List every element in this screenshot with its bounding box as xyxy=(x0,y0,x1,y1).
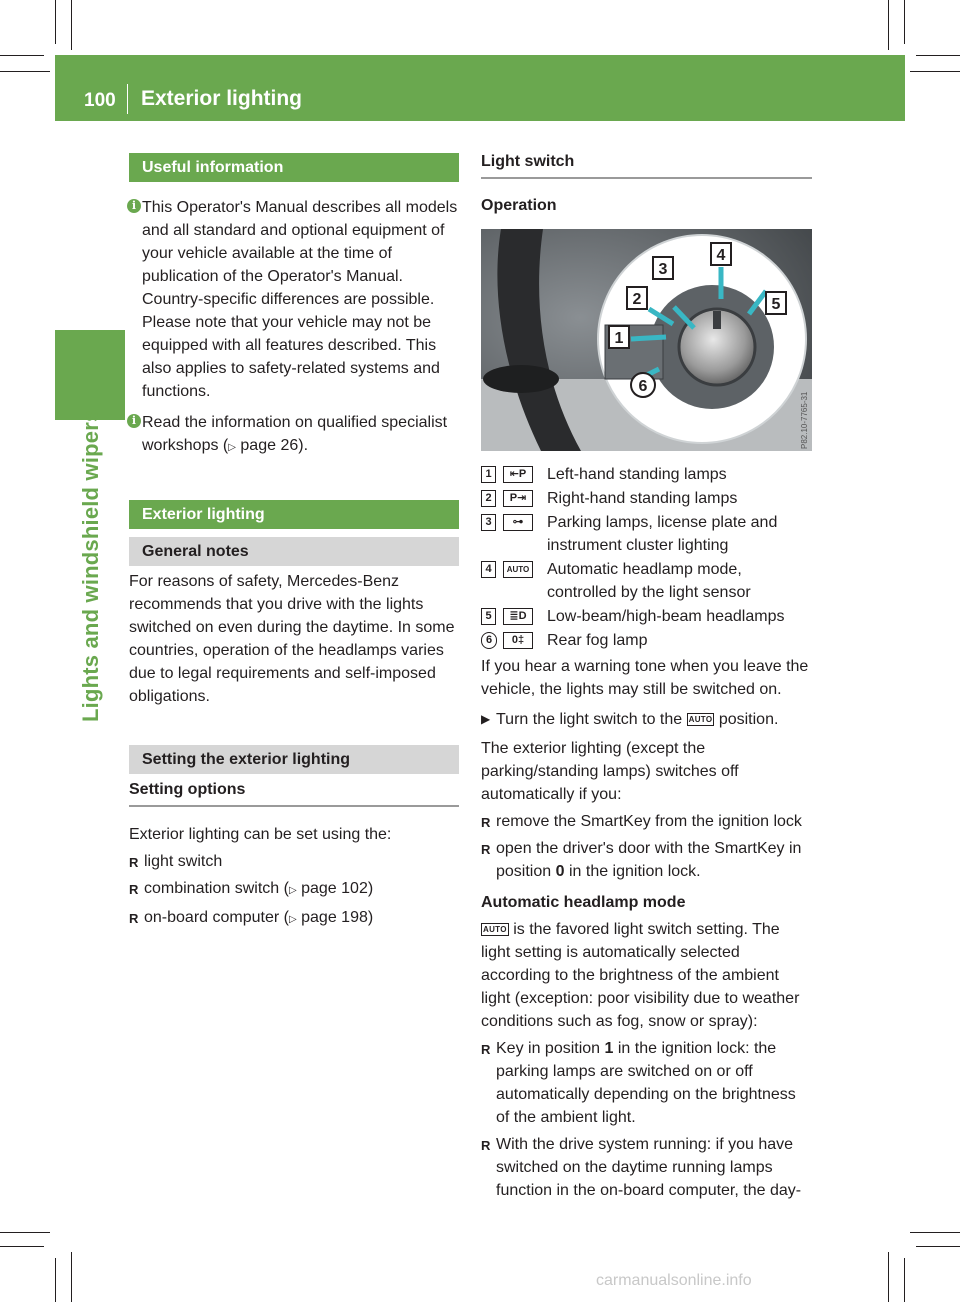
left-column xyxy=(129,153,459,931)
page-ref-arrow-icon: ▷ xyxy=(288,914,297,925)
light-switch-figure xyxy=(481,229,812,451)
crop-mark xyxy=(0,1232,50,1233)
crop-mark xyxy=(910,71,960,72)
crop-mark xyxy=(71,1252,72,1302)
crop-mark xyxy=(0,55,44,56)
right-standing-lamp-icon: P⇥ xyxy=(503,490,533,507)
page-number: 100 xyxy=(84,90,116,111)
legend-item: 1 ⇤P Left-hand standing lamps xyxy=(481,463,812,486)
legend-item: 5 ≣D Low-beam/high-beam headlamps xyxy=(481,605,812,628)
parking-lamp-icon: ⊶ xyxy=(503,514,533,531)
legend-number: 5 xyxy=(481,608,496,625)
crop-mark xyxy=(0,71,50,72)
chapter-tab xyxy=(55,330,125,420)
list-item: R remove the SmartKey from the ignition lock xyxy=(481,810,812,833)
list-item: R light switch xyxy=(129,850,459,873)
legend-number: 2 xyxy=(481,490,496,507)
page-reference-link[interactable]: page 198 xyxy=(301,909,368,926)
setting-options-heading: Setting options xyxy=(129,778,459,807)
info-note-text: Read the information on qualified specialist workshops (▷ page 26). xyxy=(142,414,448,454)
crop-mark xyxy=(916,55,960,56)
crop-mark xyxy=(0,1246,44,1247)
instruction-step: ▶ Turn the light switch to the AUTO position. xyxy=(481,708,812,731)
legend-number: 6 xyxy=(481,632,497,649)
info-note-text: This Operator's Manual describes all models and all standard and optional equipment of your vehicle available at the time of publication of the Operator's Manual. Country-specific differences are possible. Please note that your vehicle may not be equipped with all features described. This also applies to safety-related systems and functions. xyxy=(142,199,458,400)
automatic-headlamp-mode-heading: Automatic headlamp mode xyxy=(481,894,686,911)
rear-fog-lamp-icon: 0‡ xyxy=(503,632,533,649)
crop-mark xyxy=(71,0,72,50)
legend-item: 2 P⇥ Right-hand standing lamps xyxy=(481,487,812,510)
info-icon: i xyxy=(127,414,141,428)
info-note xyxy=(129,196,459,403)
right-column xyxy=(481,150,812,1202)
auto-mode-list xyxy=(481,1037,812,1202)
useful-information-heading: Useful information xyxy=(129,153,459,182)
list-item: R open the driver's door with the SmartKey in position 0 in the ignition lock. xyxy=(481,837,812,883)
crop-mark xyxy=(916,1246,960,1247)
auto-symbol-icon: AUTO xyxy=(483,925,507,934)
auto-off-text: The exterior lighting (except the parking/standing lamps) switches off automatically if you: xyxy=(481,740,739,803)
legend-item: 4 AUTO Automatic headlamp mode, controlled by the light sensor xyxy=(481,558,812,604)
callout-1: 1 xyxy=(614,330,624,347)
callout-3: 3 xyxy=(658,261,668,278)
crop-mark xyxy=(888,1252,889,1302)
watermark: carmanualsonline.info xyxy=(596,1272,752,1289)
setting-intro-text: Exterior lighting can be set using the: xyxy=(129,826,392,843)
setting-exterior-lighting-heading: Setting the exterior lighting xyxy=(129,745,459,774)
auto-mode-text: AUTO is the favored light switch setting. The light setting is automatically selected according to the brightness of the ambient light (exception: poor visibility due to weather conditions such as fog, snow or spray): xyxy=(481,921,800,1030)
low-beam-icon: ≣D xyxy=(503,608,533,625)
list-item: R With the drive system running: if you have switched on the daytime running lamps function in the on-board computer, the day- xyxy=(481,1133,812,1202)
crop-mark xyxy=(904,1258,905,1302)
page-reference-link[interactable]: page 26 xyxy=(240,437,299,454)
light-switch-heading: Light switch xyxy=(481,150,812,179)
legend-item: 6 0‡ Rear fog lamp xyxy=(481,629,812,652)
info-note xyxy=(129,411,459,459)
info-icon: i xyxy=(127,199,141,213)
list-item: R Key in position 1 in the ignition lock: the parking lamps are switched on or off automatically depending on the brightness of the ambient light. xyxy=(481,1037,812,1129)
page-ref-arrow-icon: ▷ xyxy=(228,442,236,453)
legend-number: 1 xyxy=(481,466,496,483)
crop-mark xyxy=(55,0,56,44)
setting-options-list xyxy=(129,850,459,931)
list-item: R combination switch (▷ page 102) xyxy=(129,877,459,902)
legend-item: 3 ⊶ Parking lamps, license plate and instrument cluster lighting xyxy=(481,511,812,557)
legend-list xyxy=(481,463,812,652)
auto-headlamp-icon: AUTO xyxy=(503,561,533,578)
warning-tone-text: If you hear a warning tone when you leave the vehicle, the lights may still be switched on. xyxy=(481,658,809,698)
list-item: R on-board computer (▷ page 198) xyxy=(129,906,459,931)
header-divider xyxy=(127,84,128,114)
page-reference-link[interactable]: page 102 xyxy=(301,880,368,897)
left-standing-lamp-icon: ⇤P xyxy=(503,466,533,483)
step-arrow-icon: ▶ xyxy=(481,712,491,726)
crop-mark xyxy=(904,0,905,44)
chapter-label: Lights and windshield wipers xyxy=(78,409,103,722)
exterior-lighting-heading: Exterior lighting xyxy=(129,500,459,529)
callout-5: 5 xyxy=(771,296,781,313)
auto-off-list xyxy=(481,810,812,883)
figure-code: P82.10-7765-31 xyxy=(800,391,809,449)
general-notes-heading: General notes xyxy=(129,537,459,566)
page-ref-arrow-icon: ▷ xyxy=(288,885,297,896)
auto-symbol-icon: AUTO xyxy=(688,715,713,724)
callout-6: 6 xyxy=(638,378,648,395)
crop-mark xyxy=(55,1258,56,1302)
general-notes-text: For reasons of safety, Mercedes-Benz recommends that you drive with the lights switched on even during the daytime. In some countries, operation of the headlamps varies due to legal requirements and self-imposed obligations. xyxy=(129,573,455,705)
page-title: Exterior lighting xyxy=(141,87,303,110)
operation-heading: Operation xyxy=(481,197,557,214)
crop-mark xyxy=(888,0,889,50)
callout-2: 2 xyxy=(632,291,642,308)
callout-4: 4 xyxy=(716,247,726,264)
legend-number: 3 xyxy=(481,514,496,531)
crop-mark xyxy=(910,1232,960,1233)
legend-number: 4 xyxy=(481,561,496,578)
